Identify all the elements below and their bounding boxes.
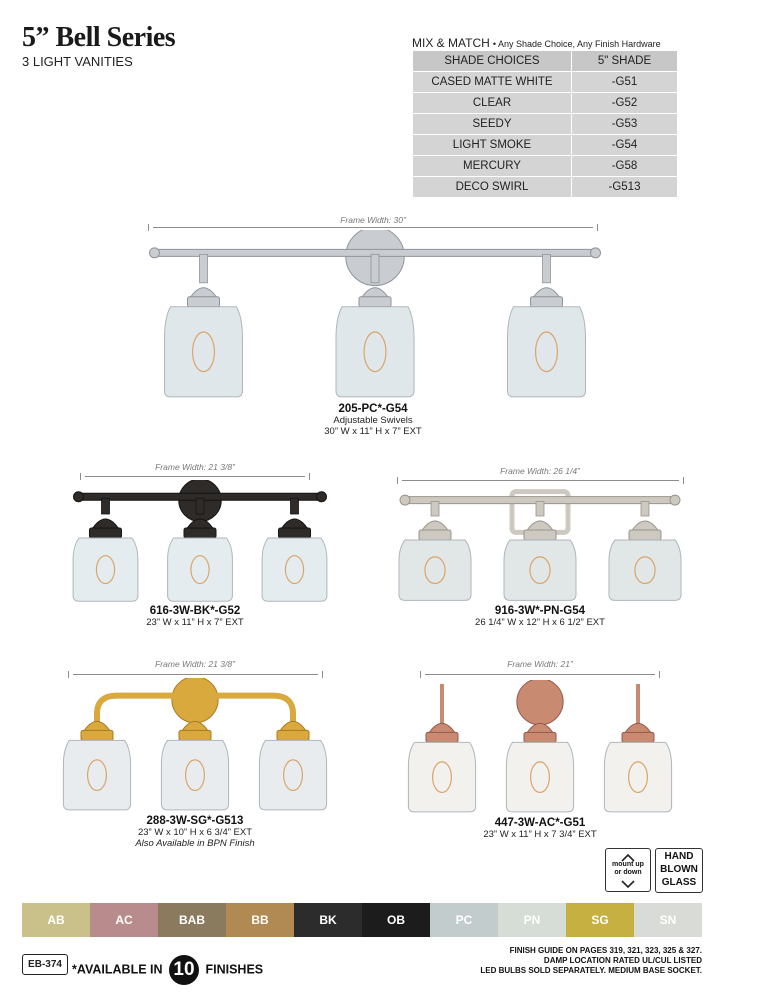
bar-end-cap bbox=[150, 248, 160, 258]
product-caption-205 bbox=[324, 404, 421, 437]
product-sku: 447-3W-AC*-G51 bbox=[494, 817, 586, 829]
shade-fitter bbox=[531, 297, 563, 307]
badge-line: GLASS bbox=[661, 877, 697, 888]
finish-swatch bbox=[22, 903, 90, 937]
shade-name: CLEAR bbox=[413, 93, 572, 114]
product-dimensions: 23” W x 10” H x 6 3/4” EXT bbox=[137, 827, 253, 838]
column-header: SHADE CHOICES bbox=[413, 51, 572, 72]
shade-fitter bbox=[426, 732, 458, 742]
product-feature: Adjustable Swivels bbox=[333, 415, 413, 426]
finish-code: AC bbox=[115, 913, 133, 927]
shade-name: DECO SWIRL bbox=[413, 177, 572, 198]
fine-print bbox=[480, 946, 702, 976]
mix-match-heading bbox=[412, 36, 661, 50]
glass-shade bbox=[161, 740, 228, 810]
finish-code: PN bbox=[523, 913, 541, 927]
frame-width-dimension-line bbox=[420, 671, 660, 678]
shade-fitter bbox=[622, 732, 654, 742]
shade-fitter bbox=[359, 297, 391, 307]
product-dimensions: 23” W x 11” H x 7” EXT bbox=[146, 617, 244, 628]
socket-stem bbox=[536, 502, 544, 516]
shade-code: -G51 bbox=[572, 72, 678, 93]
frame-width-dimension-line bbox=[68, 671, 323, 678]
product-availability-note: Also Available in BPN Finish bbox=[135, 838, 255, 849]
product-dimensions: 23” W x 11” H x 7 3/4” EXT bbox=[483, 829, 597, 840]
glass-shade bbox=[73, 538, 138, 601]
glass-shade bbox=[168, 538, 233, 601]
hand-blown-glass-badge bbox=[655, 848, 703, 893]
frame-width-dimension-line bbox=[80, 473, 310, 480]
mount-up-or-down-badge bbox=[605, 848, 651, 892]
mix-match-note: • Any Shade Choice, Any Finish Hardware bbox=[492, 39, 661, 49]
frame-width-label: Frame Width: 26 1/4” bbox=[500, 466, 580, 476]
finish-code: BB bbox=[251, 913, 269, 927]
vanity-fixture-205-image bbox=[130, 230, 620, 402]
finish-code: PC bbox=[455, 913, 473, 927]
shade-fitter bbox=[179, 730, 211, 740]
shade-fitter bbox=[90, 528, 122, 538]
finish-swatch bbox=[90, 903, 158, 937]
page-code: EB-374 bbox=[22, 954, 68, 975]
finish-swatch bbox=[498, 903, 566, 937]
glass-shade bbox=[508, 307, 586, 397]
glass-shade bbox=[504, 540, 576, 600]
product-caption-616 bbox=[146, 606, 243, 628]
table-row bbox=[413, 135, 678, 156]
page-title: 5” Bell Series bbox=[22, 22, 176, 53]
fine-print-line: LED BULBS SOLD SEPARATELY. MEDIUM BASE SOCKET. bbox=[480, 966, 702, 975]
glass-shade bbox=[399, 540, 471, 600]
vanity-fixture-447-image bbox=[400, 680, 680, 816]
shade-code: -G53 bbox=[572, 114, 678, 135]
finish-code: SN bbox=[659, 913, 677, 927]
mount-badge-text: mount up or down bbox=[612, 861, 644, 876]
shade-fitter bbox=[184, 528, 216, 538]
shade-code: -G513 bbox=[572, 177, 678, 198]
frame-width-label: Frame Width: 21 3/8” bbox=[155, 462, 235, 472]
badge-line: BLOWN bbox=[660, 864, 698, 875]
glass-shade bbox=[262, 538, 327, 601]
glass-shade bbox=[609, 540, 681, 600]
socket-stem bbox=[543, 254, 551, 282]
socket-stem bbox=[291, 498, 299, 514]
frame-width-label: Frame Width: 21 3/8” bbox=[155, 659, 235, 669]
product-dimensions: 30” W x 11” H x 7” EXT bbox=[324, 426, 422, 437]
frame-width-label: Frame Width: 30” bbox=[340, 215, 406, 225]
shade-code: -G58 bbox=[572, 156, 678, 177]
shade-fitter bbox=[419, 530, 451, 540]
vanity-fixture-916-image bbox=[390, 484, 690, 604]
finish-swatch bbox=[294, 903, 362, 937]
finish-code: AB bbox=[47, 913, 65, 927]
fine-print-line: FINISH GUIDE ON PAGES 319, 321, 323, 325 & 327. bbox=[509, 946, 702, 955]
glass-shade bbox=[336, 307, 414, 397]
table-row bbox=[413, 156, 678, 177]
socket-stem bbox=[200, 254, 208, 282]
vanity-fixture-616-image bbox=[65, 480, 335, 605]
glass-shade bbox=[63, 740, 130, 810]
product-sku: 288-3W-SG*-G513 bbox=[146, 815, 244, 827]
frame-width-dimension-line bbox=[397, 477, 684, 484]
bar-end-cap bbox=[317, 492, 327, 502]
badge-line: HAND bbox=[664, 851, 694, 862]
shade-fitter bbox=[279, 528, 311, 538]
shade-fitter bbox=[524, 732, 556, 742]
finish-code: OB bbox=[387, 913, 405, 927]
vanity-fixture-288-image bbox=[55, 678, 335, 814]
socket-stem bbox=[196, 498, 204, 514]
shade-fitter bbox=[524, 530, 556, 540]
finish-count-badge: 10 bbox=[169, 955, 199, 985]
finish-code: BK bbox=[319, 913, 337, 927]
availability-suffix: FINISHES bbox=[205, 962, 264, 977]
finish-swatch bbox=[226, 903, 294, 937]
finish-swatch bbox=[634, 903, 702, 937]
bar-end-cap bbox=[74, 492, 84, 502]
glass-shade bbox=[506, 742, 573, 812]
glass-shade bbox=[604, 742, 671, 812]
table-row bbox=[413, 114, 678, 135]
shade-code: -G54 bbox=[572, 135, 678, 156]
shade-name: LIGHT SMOKE bbox=[413, 135, 572, 156]
availability-prefix: *AVAILABLE IN bbox=[72, 962, 163, 977]
shade-fitter bbox=[81, 730, 113, 740]
table-row bbox=[413, 177, 678, 198]
column-header: 5" SHADE bbox=[572, 51, 678, 72]
product-dimensions: 26 1/4” W x 12” H x 6 1/2” EXT bbox=[475, 617, 605, 628]
availability-line bbox=[72, 955, 263, 985]
finish-swatch-bar bbox=[22, 903, 702, 937]
glass-shade bbox=[259, 740, 326, 810]
finish-swatch bbox=[430, 903, 498, 937]
table-row bbox=[413, 93, 678, 114]
finish-code: BAB bbox=[179, 913, 205, 927]
finish-code: SG bbox=[591, 913, 609, 927]
shade-choices-table bbox=[412, 50, 678, 198]
finish-swatch bbox=[362, 903, 430, 937]
bar-end-cap bbox=[591, 248, 601, 258]
bar-end-cap bbox=[400, 495, 410, 505]
table-header-row bbox=[413, 51, 678, 72]
frame-width-label: Frame Width: 21” bbox=[507, 659, 573, 669]
glass-shade bbox=[165, 307, 243, 397]
page-subtitle: 3 LIGHT VANITIES bbox=[22, 54, 133, 69]
glass-shade bbox=[408, 742, 475, 812]
shade-code: -G52 bbox=[572, 93, 678, 114]
finish-swatch bbox=[566, 903, 634, 937]
finish-swatch bbox=[158, 903, 226, 937]
product-sku: 205-PC*-G54 bbox=[338, 403, 408, 415]
mix-match-label: MIX & MATCH bbox=[412, 36, 490, 50]
fine-print-line: DAMP LOCATION RATED UL/CUL LISTED bbox=[543, 956, 702, 965]
shade-name: SEEDY bbox=[413, 114, 572, 135]
shade-fitter bbox=[629, 530, 661, 540]
product-sku: 616-3W-BK*-G52 bbox=[149, 605, 241, 617]
socket-stem bbox=[641, 502, 649, 516]
product-caption-288 bbox=[135, 816, 254, 849]
socket-stem bbox=[102, 498, 110, 514]
product-caption-916 bbox=[475, 606, 605, 628]
shade-fitter bbox=[277, 730, 309, 740]
table-row bbox=[413, 72, 678, 93]
shade-name: MERCURY bbox=[413, 156, 572, 177]
shade-name: CASED MATTE WHITE bbox=[413, 72, 572, 93]
product-sku: 916-3W*-PN-G54 bbox=[494, 605, 586, 617]
shade-fitter bbox=[188, 297, 220, 307]
product-caption-447 bbox=[483, 818, 596, 840]
socket-stem bbox=[371, 254, 379, 282]
bar-end-cap bbox=[670, 495, 680, 505]
socket-stem bbox=[431, 502, 439, 516]
